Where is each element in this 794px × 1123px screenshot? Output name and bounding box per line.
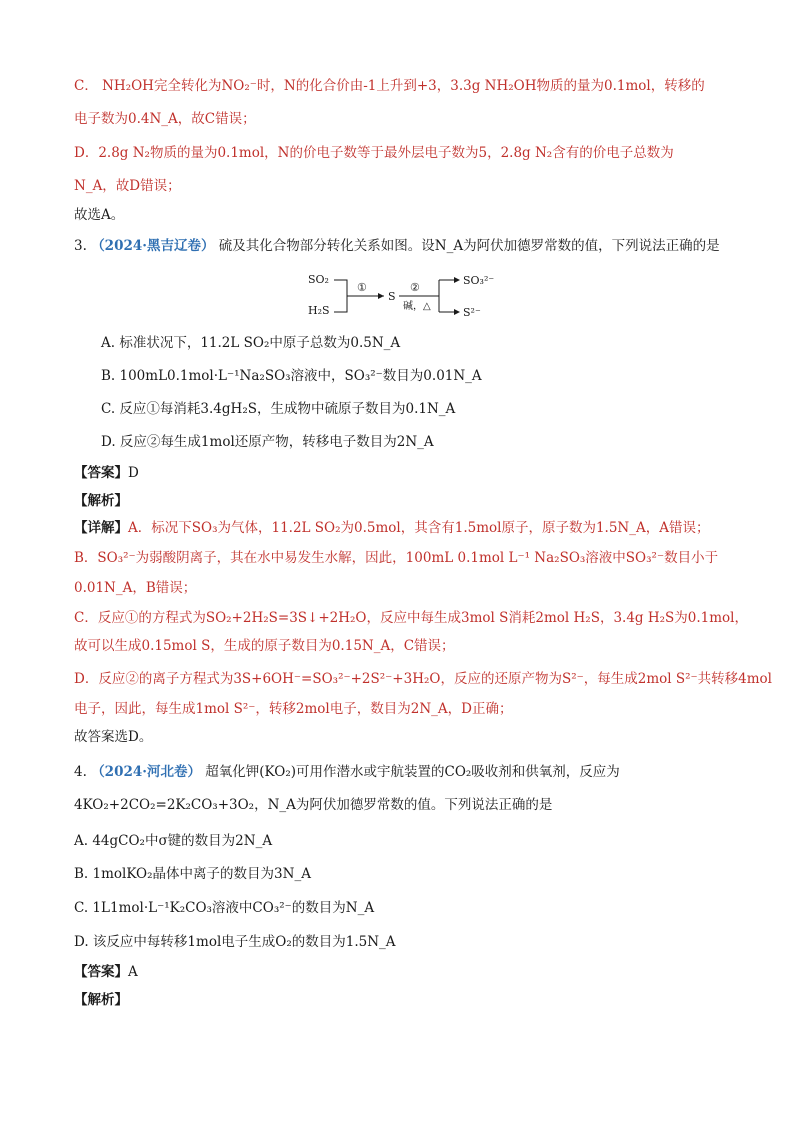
q4-option-d: D. 该反应中每转移1mol电子生成O₂的数目为1.5N_A <box>74 934 396 950</box>
q3-explanation-d-line2: 电子，因此，每生成1mol S²⁻，转移2mol电子，数目为2N_A，D正确； <box>74 701 513 717</box>
q4-option-b: B. 1molKO₂晶体中离子的数目为3N_A <box>74 866 311 882</box>
q3-question <box>74 236 720 256</box>
q2-conclusion: 故选A。 <box>74 207 125 223</box>
diagram-step-2: ② <box>410 281 420 294</box>
q4-option-c: C. 1L1mol·L⁻¹K₂CO₃溶液中CO₃²⁻的数目为N_A <box>74 900 375 916</box>
q4-analysis-label: 【解析】 <box>74 992 128 1008</box>
q3-explanation-b-line1: B．SO₃²⁻为弱酸阴离子，其在水中易发生水解，因此，100mL 0.1mol L⁻¹ Na₂SO₃溶液中SO₃²⁻数目小于 <box>74 550 719 566</box>
q3-explanation-b-line2: 0.01N_A，B错误； <box>74 580 197 596</box>
diagram-middle-s: S <box>388 290 396 303</box>
q4-reaction-equation: 4KO₂+2CO₂=2K₂CO₃+3O₂，N_A为阿伏加德罗常数的值。下列说法正确的是 <box>74 797 553 813</box>
q3-option-a: A. 标准状况下，11.2L SO₂中原子总数为0.5N_A <box>101 335 401 351</box>
q3-analysis-label: 【解析】 <box>74 493 128 509</box>
diagram-condition: 碱，△ <box>403 301 431 312</box>
sulfur-conversion-diagram <box>300 268 500 322</box>
detail-label: 【详解】 <box>74 520 128 536</box>
diagram-reactant-so2: SO₂ <box>308 273 329 286</box>
question-stem: 超氧化钾(KO₂)可用作潜水或宇航装置的CO₂吸收剂和供氧剂，反应为 <box>205 764 620 780</box>
diagram-product-s2: S²⁻ <box>463 306 481 319</box>
q3-option-c: C. 反应①每消耗3.4gH₂S，生成物中硫原子数目为0.1N_A <box>101 401 456 417</box>
q3-option-d: D. 反应②每生成1mol还原产物，转移电子数目为2N_A <box>101 434 434 450</box>
diagram-arrowhead-1 <box>378 293 384 299</box>
answer-label: 【答案】 <box>74 465 128 481</box>
q3-explanation-c-line1: C．反应①的方程式为SO₂+2H₂S=3S↓+2H₂O，反应中每生成3mol S消耗2mol H₂S，3.4g H₂S为0.1mol， <box>74 610 748 626</box>
answer-value: A <box>128 964 138 980</box>
question-stem: 硫及其化合物部分转化关系如图。设N_A为阿伏加德罗常数的值，下列说法正确的是 <box>218 238 720 254</box>
q3-option-b: B. 100mL0.1mol·L⁻¹Na₂SO₃溶液中，SO₃²⁻数目为0.01N_A <box>101 368 482 384</box>
question-number: 4. <box>74 764 87 780</box>
q3-explanation-d-line1: D．反应②的离子方程式为3S+6OH⁻=SO₃²⁻+2S²⁻+3H₂O，反应的还原产物为S²⁻，每生成2mol S²⁻共转移4mol <box>74 671 772 687</box>
question-number: 3. <box>74 238 87 254</box>
explanation-a-text: A．标况下SO₃为气体，11.2L SO₂为0.5mol，其含有1.5mol原子，原子数为1.5N_A，A错误； <box>128 520 710 536</box>
q3-explanation-a <box>74 518 709 538</box>
diagram-arrowhead-3 <box>454 277 460 283</box>
diagram-reactant-h2s: H₂S <box>308 304 330 317</box>
q3-conclusion: 故答案选D。 <box>74 729 153 745</box>
q2-explanation-c-line1: C． NH₂OH完全转化为NO₂⁻时，N的化合价由-1上升到+3，3.3g NH₂OH物质的量为0.1mol，转移的 <box>74 78 705 94</box>
diagram-arrowhead-4 <box>454 309 460 315</box>
question-source: （2024·黑吉辽卷） <box>91 238 215 254</box>
diagram-product-so3: SO₃²⁻ <box>463 274 495 287</box>
q2-explanation-c-line2: 电子数为0.4N_A，故C错误； <box>74 111 256 127</box>
question-source: （2024·河北卷） <box>91 764 201 780</box>
diagram-bracket-left <box>334 280 347 312</box>
q4-answer <box>74 962 138 982</box>
q3-answer <box>74 463 139 483</box>
q4-question <box>74 762 620 782</box>
q2-explanation-d-line2: N_A，故D错误； <box>74 178 181 194</box>
q4-option-a: A. 44gCO₂中σ键的数目为2N_A <box>74 833 273 849</box>
q2-explanation-d-line1: D．2.8g N₂物质的量为0.1mol，N的价电子数等于最外层电子数为5，2.8g N₂含有的价电子总数为 <box>74 145 674 161</box>
answer-value: D <box>128 465 139 481</box>
answer-label: 【答案】 <box>74 964 128 980</box>
diagram-step-1: ① <box>357 281 367 294</box>
q3-explanation-c-line2: 故可以生成0.15mol S，生成的原子数目为0.15N_A，C错误； <box>74 638 455 654</box>
